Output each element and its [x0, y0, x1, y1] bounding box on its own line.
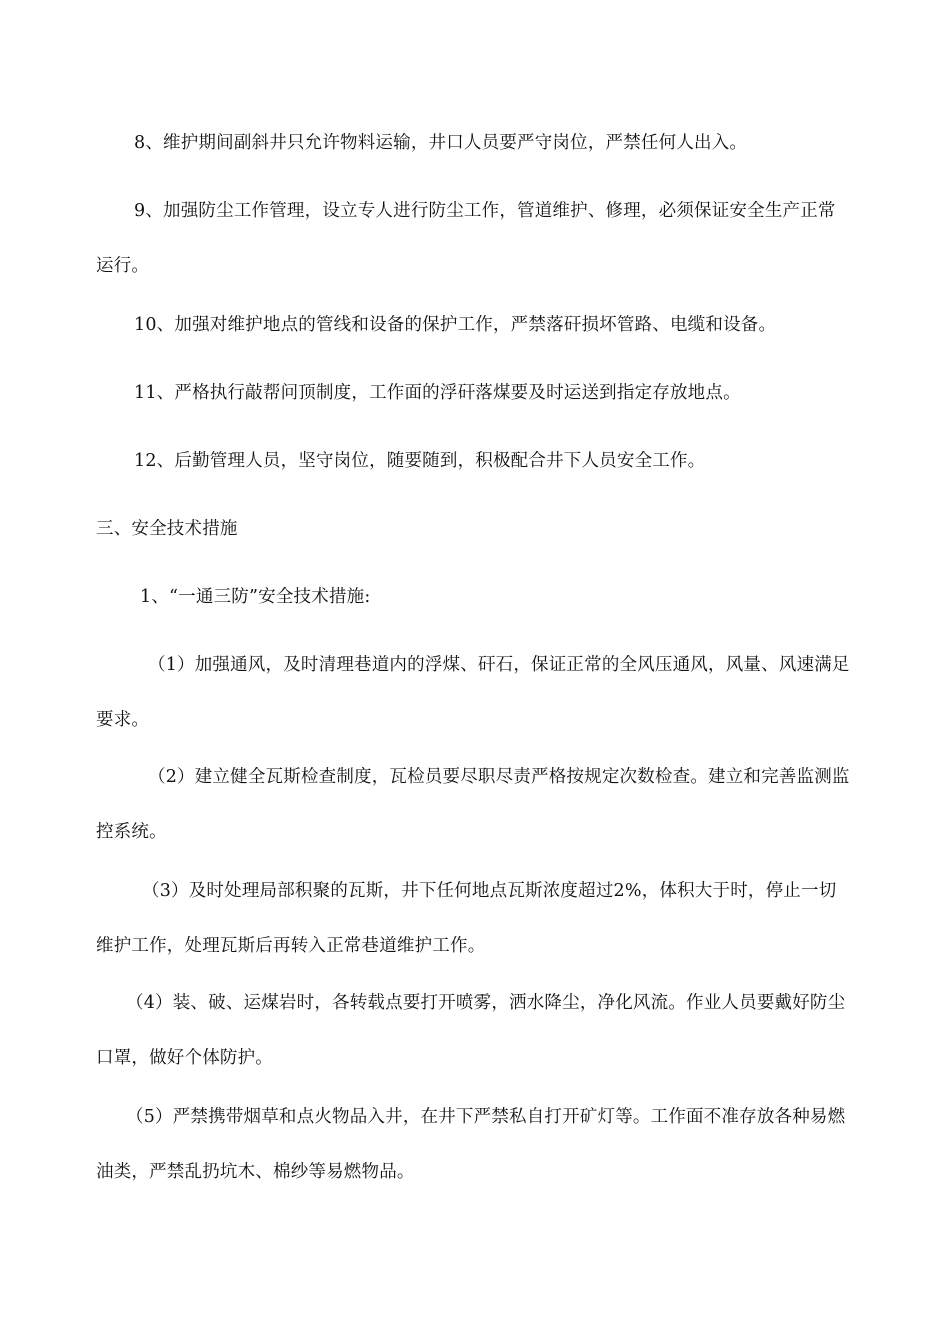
section-heading: 三、安全技术措施: [96, 519, 238, 539]
paragraph-item-10: 10、加强对维护地点的管线和设备的保护工作，严禁落矸损坏管路、电缆和设备。: [134, 315, 777, 335]
paragraph-item-11: 11、严格执行敲帮问顶制度，工作面的浮矸落煤要及时运送到指定存放地点。: [134, 383, 741, 403]
measure-item-1: （1）加强通风，及时清理巷道内的浮煤、矸石，保证正常的全风压通风，风量、风速满足要求。: [96, 655, 850, 730]
paragraph-item-9: 9、加强防尘工作管理，设立专人进行防尘工作，管道维护、修理，必须保证安全生产正常运行。: [96, 201, 836, 276]
paragraph-item-8: 8、维护期间副斜井只允许物料运输，井口人员要严守岗位，严禁任何人出入。: [134, 133, 748, 153]
measure-item-3: （3）及时处理局部积聚的瓦斯，井下任何地点瓦斯浓度超过2%，体积大于时，停止一切维护工作，处理瓦斯后再转入正常巷道维护工作。: [96, 881, 837, 956]
subsection-heading: 1、“一通三防”安全技术措施:: [140, 587, 371, 607]
measure-item-5: （5）严禁携带烟草和点火物品入井，在井下严禁私自打开矿灯等。工作面不准存放各种易燃油类，严禁乱扔坑木、棉纱等易燃物品。: [96, 1107, 846, 1182]
paragraph-item-12: 12、后勤管理人员，坚守岗位，随要随到，积极配合井下人员安全工作。: [134, 451, 706, 471]
measure-item-2: （2）建立健全瓦斯检查制度，瓦检员要尽职尽责严格按规定次数检查。建立和完善监测监控系统。: [96, 767, 850, 842]
measure-item-4: （4）装、破、运煤岩时，各转载点要打开喷雾，洒水降尘，净化风流。作业人员要戴好防尘口罩，做好个体防护。: [96, 993, 846, 1068]
